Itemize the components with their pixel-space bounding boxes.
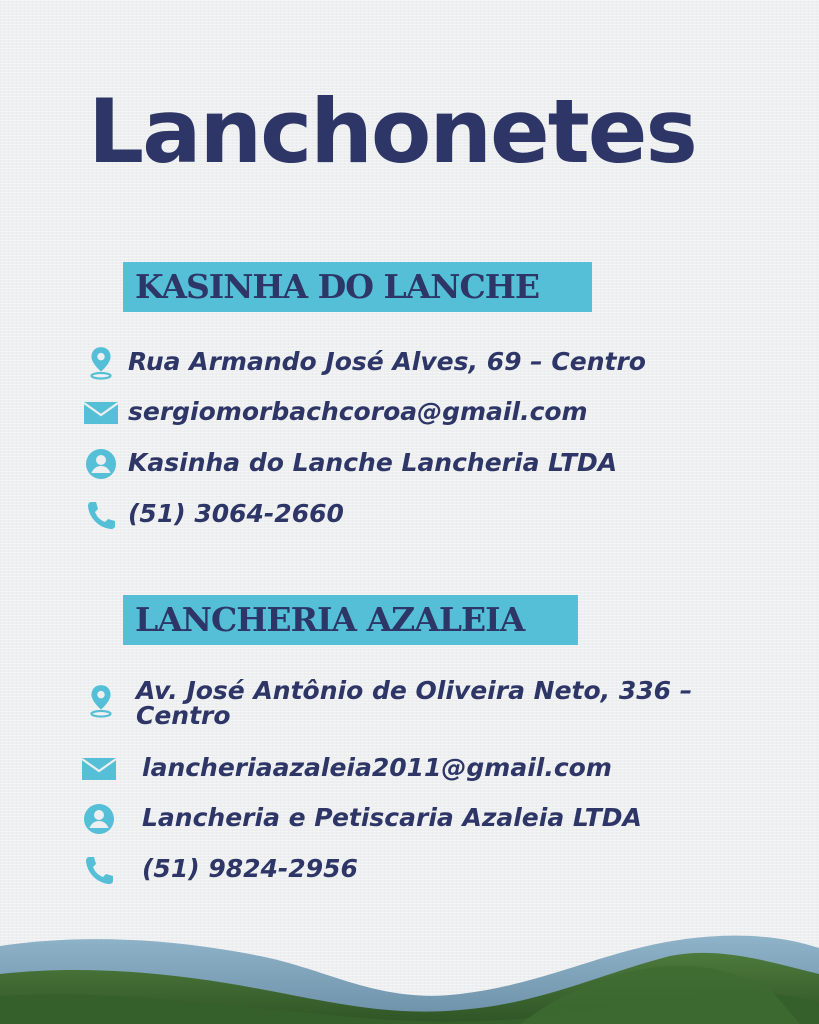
section-heading-kasinha-do-lanche: KASINHA DO LANCHE [123,262,592,312]
company-row [82,445,617,483]
email-row [80,750,612,788]
envelope-icon [82,394,120,432]
page-title: Lanchonetes [88,80,696,183]
email-link[interactable]: lancheriaazaleia2011@gmail.com [142,753,612,782]
phone-link[interactable]: (51) 9824-2956 [142,854,358,883]
company-text: Lancheria e Petiscaria Azaleia LTDA [142,803,642,832]
location-pin-icon [82,344,120,382]
phone-row [80,851,358,889]
landscape-image [0,934,819,1024]
phone-icon [82,496,120,534]
company-row [80,800,642,838]
phone-icon [80,851,118,889]
person-icon [80,800,118,838]
email-link[interactable]: sergiomorbachcoroa@gmail.com [128,397,588,426]
company-text: Kasinha do Lanche Lancheria LTDA [128,448,618,477]
envelope-icon [80,750,118,788]
phone-row [82,496,344,534]
address-row [82,678,716,728]
address-text: Av. José Antônio de Oliveira Neto, 336 – Centro [136,676,693,730]
address-row [82,344,646,382]
phone-link[interactable]: (51) 3064-2660 [128,499,344,528]
section-heading-lancheria-azaleia: LANCHERIA AZALEIA [123,595,578,645]
email-row [82,394,588,432]
address-text: Rua Armando José Alves, 69 – Centro [128,347,646,376]
person-icon [82,445,120,483]
location-pin-icon [82,682,120,720]
